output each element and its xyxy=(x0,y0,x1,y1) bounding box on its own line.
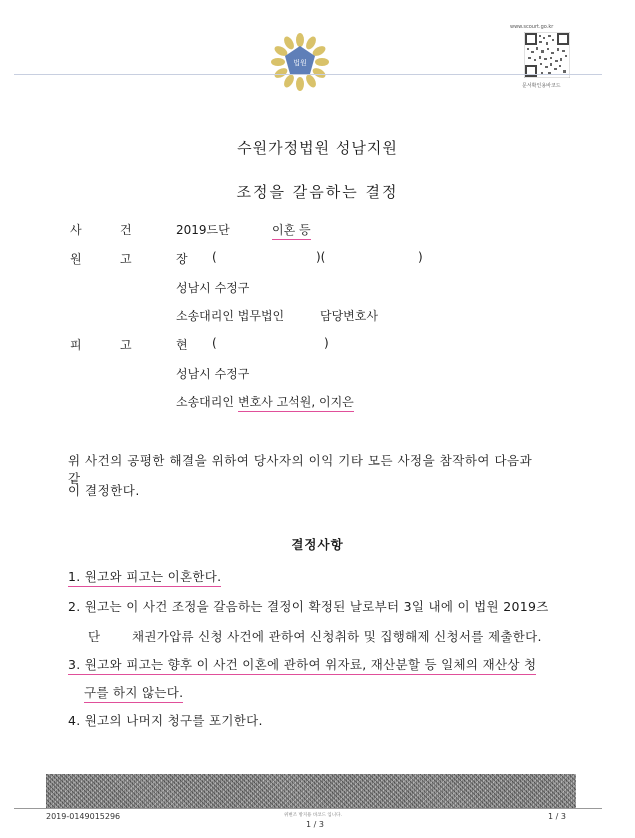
decision-item-1: 1. 원고와 피고는 이혼한다. xyxy=(68,567,221,587)
decision-item-3-line-2: 구를 하지 않는다. xyxy=(84,683,183,703)
page-number-center: 1 / 3 xyxy=(306,820,324,829)
decision-item-2-line-2-start: 단 xyxy=(88,629,101,644)
verification-qr-code xyxy=(524,32,570,78)
decision-item-3-line-1: 3. 원고와 피고는 향후 이 사건 이혼에 관하여 위자료, 재산분할 등 일체의 재산상 청 xyxy=(68,655,536,675)
case-label-2: 건 xyxy=(120,223,132,237)
case-number: 2019드단 xyxy=(176,223,230,237)
anti-forgery-barcode xyxy=(46,774,576,808)
plaintiff-id-open: ( xyxy=(212,250,217,264)
defendant-label-2: 고 xyxy=(120,338,132,352)
decision-heading: 결정사항 xyxy=(291,537,344,552)
decision-item-2-line-2: 채권가압류 신청 사건에 관하여 신청취하 및 집행해제 신청서를 제출한다. xyxy=(132,629,542,644)
seal-text: 법원 xyxy=(293,59,307,67)
defendant-attorney-label: 소송대리인 xyxy=(176,395,234,409)
defendant-id-open: ( xyxy=(212,336,217,350)
plaintiff-address: 성남시 수정구 xyxy=(176,281,250,295)
plaintiff-label-2: 고 xyxy=(120,252,132,266)
case-label-1: 사 xyxy=(70,223,82,237)
plaintiff-label-1: 원 xyxy=(70,252,82,266)
page-number-right: 1 / 3 xyxy=(548,812,566,821)
plaintiff-id-close: ) xyxy=(418,250,423,264)
qr-caption: 문서확인용바코드 xyxy=(522,83,561,89)
court-name: 수원가정법원 성남지원 xyxy=(237,139,398,157)
header-divider xyxy=(14,74,602,75)
court-seal-logo xyxy=(270,32,330,92)
plaintiff-attorney-in-charge: 담당변호사 xyxy=(320,309,378,323)
intro-line-1: 위 사건의 공평한 해결을 위하여 당사자의 이익 기타 모든 사정을 참작하여 다음과 같 xyxy=(68,453,533,486)
intro-line-2: 이 결정한다. xyxy=(68,483,140,498)
plaintiff-id-mid: )( xyxy=(316,250,326,264)
decision-item-4: 4. 원고의 나머지 청구를 포기한다. xyxy=(68,713,263,728)
defendant-name: 현 xyxy=(176,338,188,352)
plaintiff-attorney-firm: 소송대리인 법무법인 xyxy=(176,309,285,323)
defendant-attorney-names: 변호사 고석원, 이지은 xyxy=(238,393,354,412)
footer-divider xyxy=(14,808,602,809)
decision-item-2-line-1: 2. 원고는 이 사건 조정을 갈음하는 결정이 확정된 날로부터 3일 내에 이 법원 2019즈 xyxy=(68,599,549,614)
case-name: 이혼 등 xyxy=(272,221,311,240)
barcode-note: 위변조 방지용 바코드 입니다. xyxy=(284,813,342,818)
plaintiff-name: 장 xyxy=(176,252,188,266)
qr-url: www.scourt.go.kr xyxy=(510,24,554,30)
defendant-label-1: 피 xyxy=(70,338,82,352)
document-title: 조정을 갈음하는 결정 xyxy=(236,183,399,201)
document-id: 2019-0149015296 xyxy=(46,812,121,821)
defendant-id-close: ) xyxy=(324,336,329,350)
defendant-address: 성남시 수정구 xyxy=(176,367,250,381)
